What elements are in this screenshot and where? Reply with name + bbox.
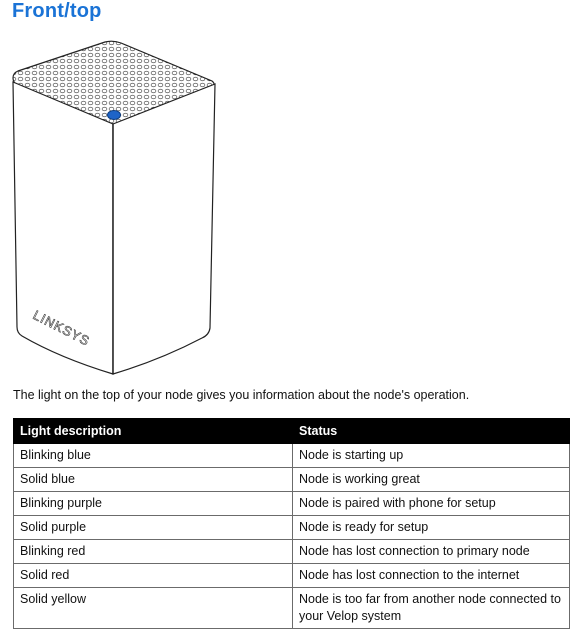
light-description: Blinking purple — [14, 492, 293, 516]
header-status: Status — [293, 419, 570, 444]
status: Node has lost connection to the internet — [293, 564, 570, 588]
status: Node has lost connection to primary node — [293, 540, 570, 564]
table-row — [14, 540, 570, 564]
light-description: Blinking blue — [14, 444, 293, 468]
status: Node is ready for setup — [293, 516, 570, 540]
table-row — [14, 444, 570, 468]
light-description: Solid blue — [14, 468, 293, 492]
table-row — [14, 468, 570, 492]
status: Node is working great — [293, 468, 570, 492]
intro-text: The light on the top of your node gives you information about the node's operation. — [13, 388, 470, 402]
table-header-row — [14, 419, 570, 444]
light-description: Solid yellow — [14, 588, 293, 629]
light-description: Solid red — [14, 564, 293, 588]
status: Node is paired with phone for setup — [293, 492, 570, 516]
table-row — [14, 516, 570, 540]
status: Node is starting up — [293, 444, 570, 468]
velop-node-illustration — [10, 40, 225, 375]
light-status-table — [13, 418, 570, 629]
table-row — [14, 564, 570, 588]
header-light-description: Light description — [14, 419, 293, 444]
table-row — [14, 492, 570, 516]
brand-logo: LINKSYS — [30, 307, 93, 349]
status-light-icon — [108, 111, 121, 120]
node-right-face — [113, 84, 215, 374]
table-row — [14, 588, 570, 629]
status: Node is too far from another node connected to your Velop system — [293, 588, 570, 629]
light-description: Solid purple — [14, 516, 293, 540]
page-title: Front/top — [12, 0, 102, 22]
light-description: Blinking red — [14, 540, 293, 564]
